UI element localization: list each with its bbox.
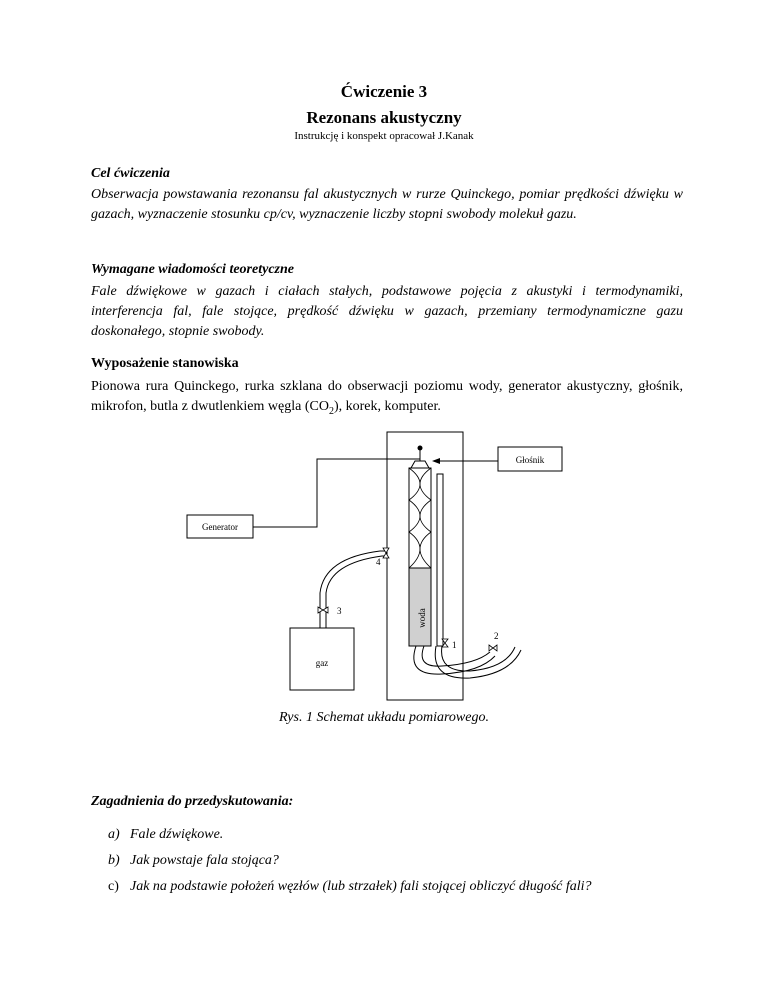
author-note: Instrukcję i konspekt opracował J.Kanak xyxy=(294,130,474,142)
valve-4 xyxy=(383,548,389,558)
speaker-cap xyxy=(411,461,429,468)
speaker-label: Głośnik xyxy=(515,455,545,465)
discussion-list xyxy=(108,822,592,900)
list-item xyxy=(108,822,592,848)
equipment-text-before: Pionowa rura Quinckego, rurka szklana do obserwacji poziomu wody, generator akustyczny, głośnik, mikrofon, butla z dwutlenkiem węgla (CO xyxy=(91,379,683,414)
equipment-text-after: ), korek, komputer. xyxy=(333,399,441,414)
list-item-text: Jak na podstawie położeń węzłów (lub strzałek) fali stojącej obliczyć długość fali? xyxy=(130,879,592,894)
valve-3 xyxy=(318,607,328,613)
theory-text: Fale dźwiękowe w gazach i ciałach stałych, podstawowe pojęcia z akustyki i termodynamiki, interferencja fal, fale stojące, prędkość dźwięku w gazach, przemiany termodynamiczne gazu doskonałego, stopnie swobody. xyxy=(91,284,683,339)
theory-heading: Wymagane wiadomości teoretyczne xyxy=(91,262,294,277)
list-item xyxy=(108,874,592,900)
list-item-label: a) xyxy=(108,827,120,842)
goal-heading: Cel ćwiczenia xyxy=(91,166,170,181)
figure-caption: Rys. 1 Schemat układu pomiarowego. xyxy=(279,710,489,725)
generator-label: Generator xyxy=(202,522,238,532)
equipment-heading: Wyposażenie stanowiska xyxy=(91,356,239,371)
valve-1-label: 1 xyxy=(452,640,457,650)
valve-3-label: 3 xyxy=(337,606,342,616)
generator-wire xyxy=(253,459,420,527)
list-item-label: c) xyxy=(108,879,119,894)
exercise-title: Ćwiczenie 3 xyxy=(340,82,428,101)
valve-4-label: 4 xyxy=(376,557,381,567)
discussion-heading: Zagadnienia do przedyskutowania: xyxy=(91,794,294,809)
valve-2 xyxy=(489,645,497,651)
water-column xyxy=(409,568,431,646)
list-item-label: b) xyxy=(108,853,120,868)
list-item-text: Jak powstaje fala stojąca? xyxy=(130,853,279,868)
goal-text: Obserwacja powstawania rezonansu fal akustycznych w rurze Quinckego, pomiar prędkości dźwięku w gazach, wyznaczenie stosunku cp/cv, wyznaczenie liczby stopni swobody molekuł gazu. xyxy=(91,187,683,222)
bottom-hoses xyxy=(414,646,521,678)
speaker-connector xyxy=(418,446,423,451)
gas-label: gaz xyxy=(315,658,329,668)
glass-level-tube xyxy=(437,474,443,646)
list-item-text: Fale dźwiękowe. xyxy=(130,827,224,842)
measurement-setup-figure xyxy=(180,428,570,708)
list-item xyxy=(108,848,592,874)
equipment-subscript: 2 xyxy=(328,405,334,417)
valve-2-label: 2 xyxy=(494,631,499,641)
water-label: woda xyxy=(417,608,427,628)
speaker-arrow xyxy=(432,458,440,464)
equipment-text xyxy=(91,377,683,422)
topic-title: Rezonans akustyczny xyxy=(306,108,462,127)
